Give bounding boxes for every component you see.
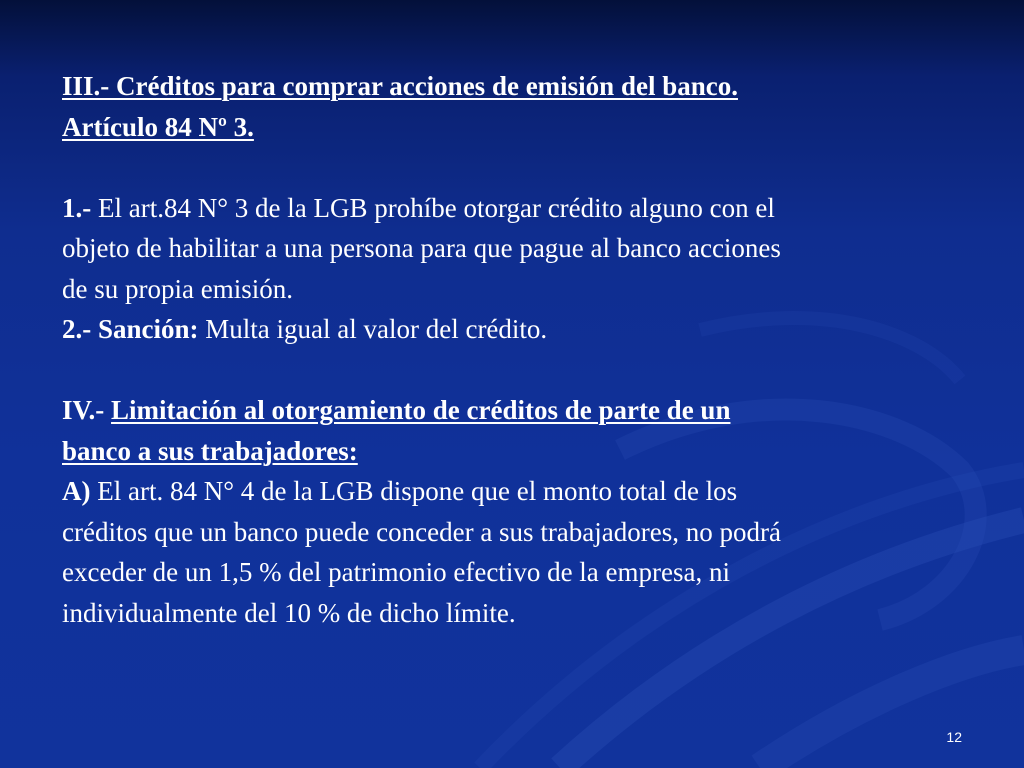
point1-line1: El art.84 N° 3 de la LGB prohíbe otorgar crédito alguno con el [91, 192, 775, 223]
pointA-line4: individualmente del 10 % de dicho límite. [62, 597, 516, 628]
page-number: 12 [946, 729, 962, 745]
slide-body [62, 66, 962, 633]
pointA-line3: exceder de un 1,5 % del patrimonio efectivo de la empresa, ni [62, 557, 730, 587]
section4-number: IV.- [62, 395, 105, 425]
point2-label: 2.- Sanción: [62, 314, 199, 344]
section3-point1 [62, 188, 962, 229]
point1-line3: de su propia emisión. [62, 273, 293, 304]
spacer [62, 350, 962, 391]
section4-heading-line1: Limitación al otorgamiento de créditos de parte de un [111, 395, 731, 425]
spacer [62, 147, 962, 188]
section3-heading-line2: Artículo 84 Nº 3. [62, 111, 254, 142]
pointA-label: A) [62, 476, 91, 506]
point1-label: 1.- [62, 192, 92, 223]
point1-line2: objeto de habilitar a una persona para que pague al banco acciones [62, 233, 781, 263]
point2-text: Multa igual al valor del crédito. [198, 314, 548, 344]
section3-heading-line1: III.- Créditos para comprar acciones de emisión del banco. [62, 71, 738, 101]
section4-heading-line1-row [62, 390, 962, 431]
pointA-line2: créditos que un banco puede conceder a sus trabajadores, no podrá [62, 516, 781, 547]
section4-heading-line2: banco a sus trabajadores: [62, 435, 358, 466]
pointA-line1: El art. 84 N° 4 de la LGB dispone que el monto total de los [90, 476, 738, 506]
section4-pointA [62, 471, 962, 512]
section3-point2 [62, 309, 962, 350]
